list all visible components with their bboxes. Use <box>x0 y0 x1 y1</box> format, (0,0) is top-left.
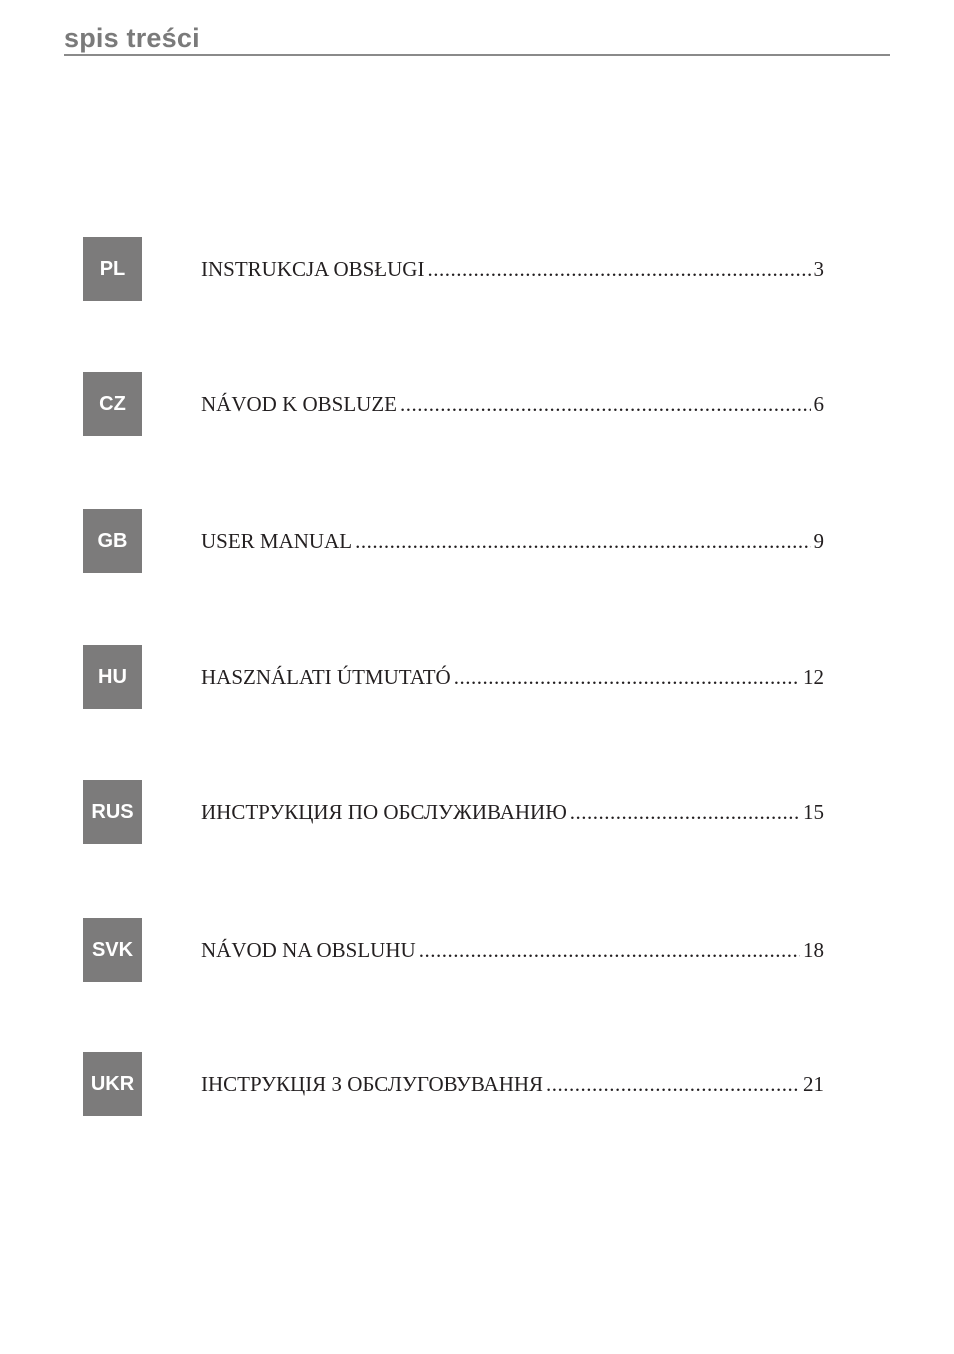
dot-leader <box>427 255 810 283</box>
dot-leader <box>570 798 800 826</box>
dot-leader <box>419 936 800 964</box>
language-badge-ukr: UKR <box>83 1052 142 1116</box>
toc-entry-title: USER MANUAL <box>201 529 353 553</box>
toc-entry-gb[interactable] <box>201 527 824 555</box>
toc-entry-title: HASZNÁLATI ÚTMUTATÓ <box>201 665 451 689</box>
toc-entry-hu[interactable] <box>201 663 824 691</box>
toc-entry-page: 21 <box>803 1072 824 1096</box>
toc-row-svk[interactable] <box>0 918 954 982</box>
dot-leader <box>400 390 811 418</box>
dot-leader <box>355 527 810 555</box>
dot-leader <box>546 1070 800 1098</box>
toc-row-ukr[interactable] <box>0 1052 954 1116</box>
toc-entry-title: NÁVOD K OBSLUZE <box>201 392 397 416</box>
language-badge-pl: PL <box>83 237 142 301</box>
toc-entry-page: 6 <box>813 392 824 416</box>
page-title: spis treści <box>64 23 200 53</box>
toc-entry-page: 3 <box>813 257 824 281</box>
toc-entry-pl[interactable] <box>201 255 824 283</box>
toc-row-hu[interactable] <box>0 645 954 709</box>
language-badge-cz: CZ <box>83 372 142 436</box>
toc-entry-cz[interactable] <box>201 390 824 418</box>
toc-entry-page: 12 <box>803 665 824 689</box>
toc-entry-title: NÁVOD NA OBSLUHU <box>201 938 416 962</box>
language-badge-rus: RUS <box>83 780 142 844</box>
toc-entry-title: ИНСТРУКЦИЯ ПО ОБСЛУЖИВАНИЮ <box>201 800 567 824</box>
language-badge-svk: SVK <box>83 918 142 982</box>
dot-leader <box>454 663 800 691</box>
toc-entry-rus[interactable] <box>201 798 824 826</box>
language-badge-gb: GB <box>83 509 142 573</box>
language-badge-hu: HU <box>83 645 142 709</box>
toc-entry-page: 9 <box>813 529 824 553</box>
toc-entry-page: 18 <box>803 938 824 962</box>
toc-row-pl[interactable] <box>0 237 954 301</box>
toc-entry-title: ІНСТРУКЦІЯ З ОБСЛУГОВУВАННЯ <box>201 1072 544 1096</box>
toc-row-rus[interactable] <box>0 780 954 844</box>
toc-entry-ukr[interactable] <box>201 1070 824 1098</box>
toc-entry-title: INSTRUKCJA OBSŁUGI <box>201 257 425 281</box>
toc-row-cz[interactable] <box>0 372 954 436</box>
toc-entry-svk[interactable] <box>201 936 824 964</box>
toc-row-gb[interactable] <box>0 509 954 573</box>
toc-entry-page: 15 <box>803 800 824 824</box>
